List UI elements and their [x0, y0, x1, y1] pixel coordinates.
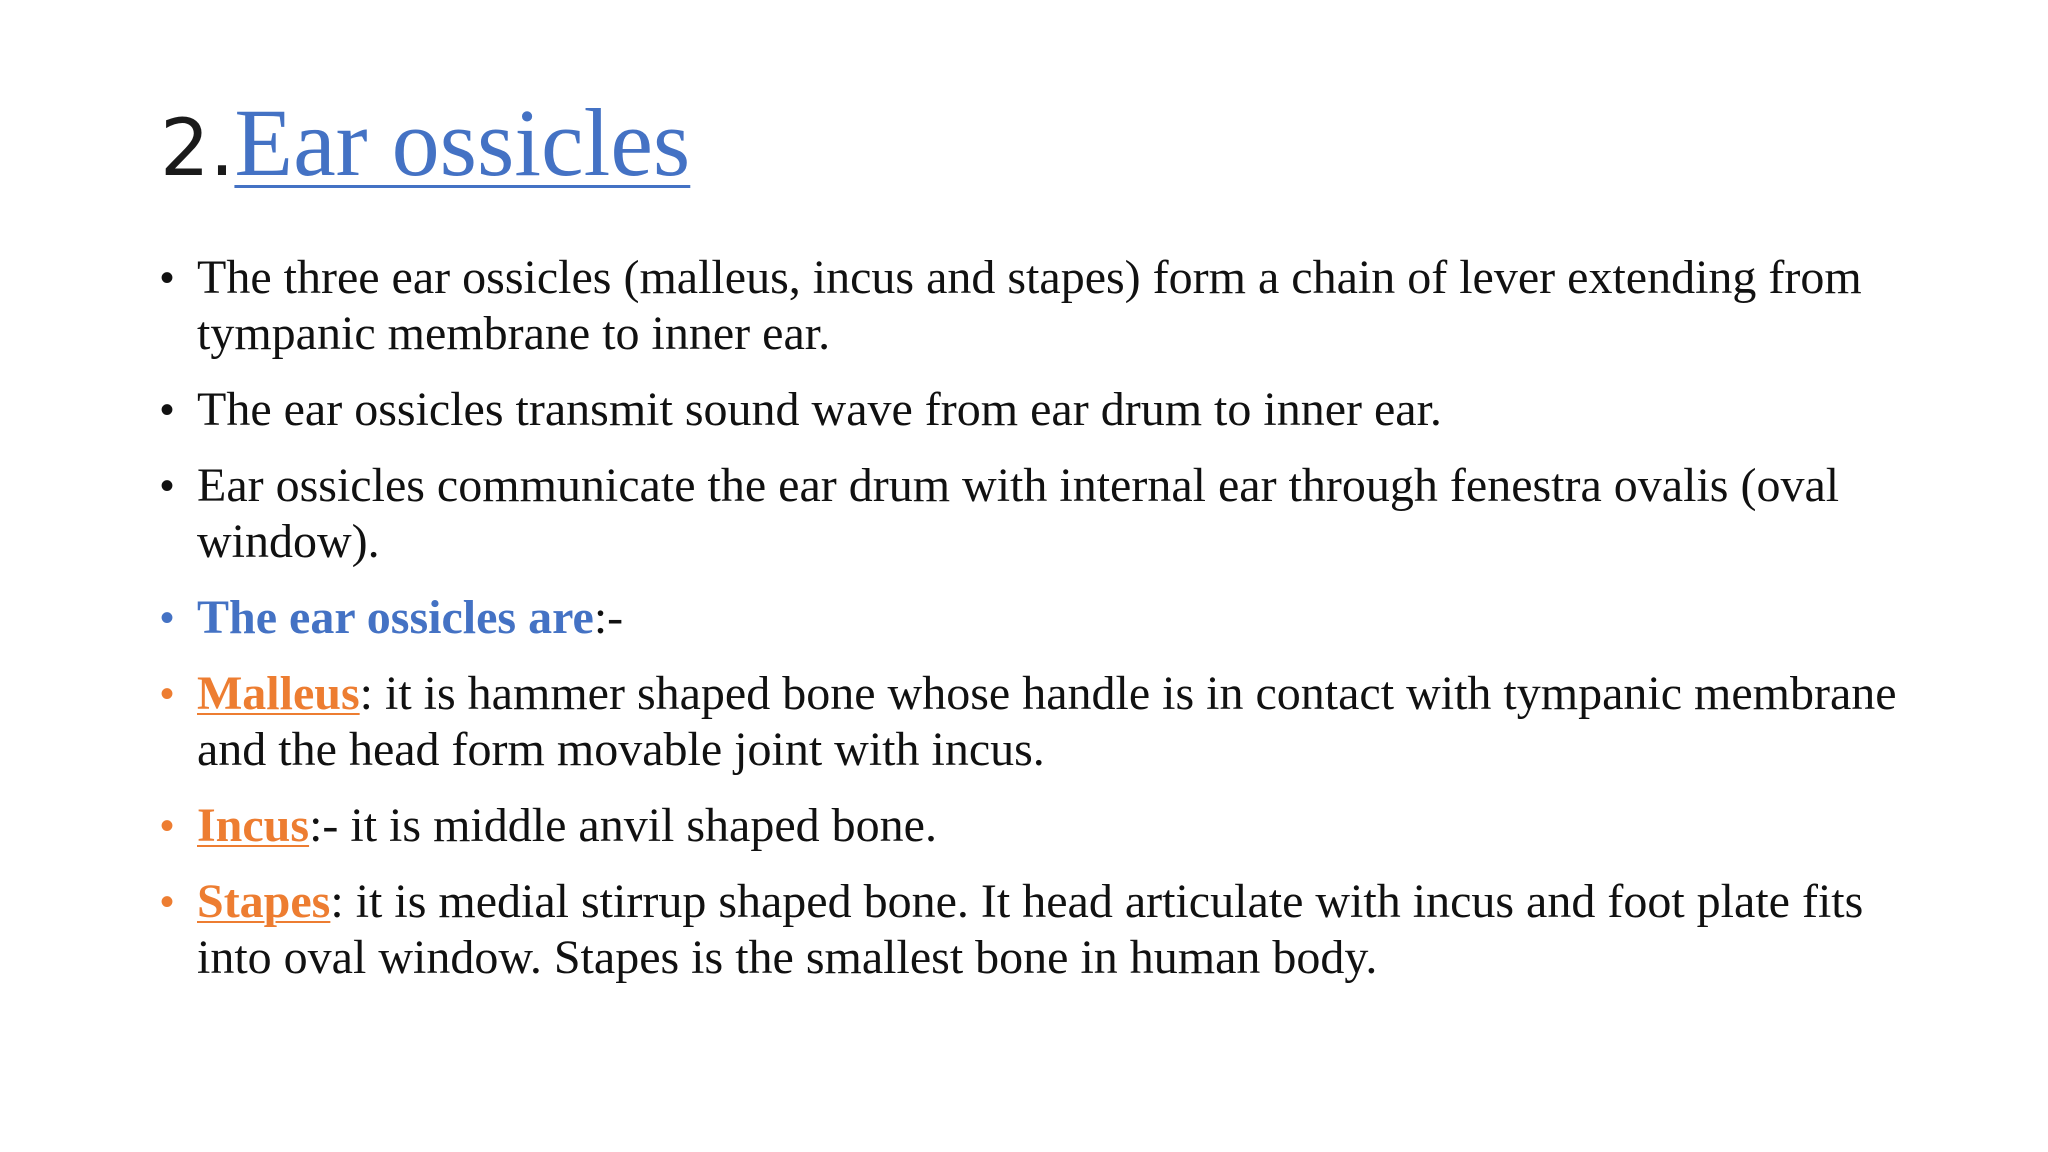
bullet-dot-icon: •	[160, 672, 175, 716]
bullet-item-incus	[160, 798, 1900, 854]
term-incus: Incus	[197, 799, 310, 852]
title-text: Ear ossicles	[234, 89, 691, 196]
term-malleus: Malleus	[197, 667, 360, 720]
bullet-item-chain-of-lever	[160, 250, 1900, 362]
bullet-item-fenestra-ovalis	[160, 458, 1900, 570]
bullet-list	[160, 250, 1900, 1006]
bullet-dot-icon: •	[160, 256, 175, 300]
term-stapes: Stapes	[197, 875, 331, 928]
bullet-dot-icon: •	[160, 464, 175, 508]
bullet-item-malleus	[160, 666, 1900, 778]
slide-title	[160, 88, 690, 198]
bullet-dot-icon: •	[160, 804, 175, 848]
bullet-item-ossicles-are	[160, 590, 1900, 646]
bullet-dot-icon: •	[160, 880, 175, 924]
bullet-dot-icon: •	[160, 388, 175, 432]
bullet-text: The ear ossicles transmit sound wave from ear drum to inner ear.	[197, 383, 1442, 436]
bullet-text: : it is medial stirrup shaped bone. It head articulate with incus and foot plate fits into oval window. Stapes is the smallest bone in human body.	[197, 875, 1864, 984]
bullet-text: The three ear ossicles (malleus, incus and stapes) form a chain of lever extending from tympanic membrane to inner ear.	[197, 251, 1862, 360]
bullet-text: Ear ossicles communicate the ear drum with internal ear through fenestra ovalis (oval window).	[197, 459, 1840, 568]
bullet-text: : it is hammer shaped bone whose handle is in contact with tympanic membrane and the head form movable joint with incus.	[197, 667, 1897, 776]
bullet-item-transmit-sound	[160, 382, 1900, 438]
bullet-text: :- it is middle anvil shaped bone.	[309, 799, 937, 852]
bullet-dot-icon: •	[160, 596, 175, 640]
bullet-heading: The ear ossicles are	[197, 591, 594, 644]
title-number: 2.	[160, 104, 235, 194]
bullet-text: :-	[593, 591, 624, 644]
bullet-item-stapes	[160, 874, 1900, 986]
